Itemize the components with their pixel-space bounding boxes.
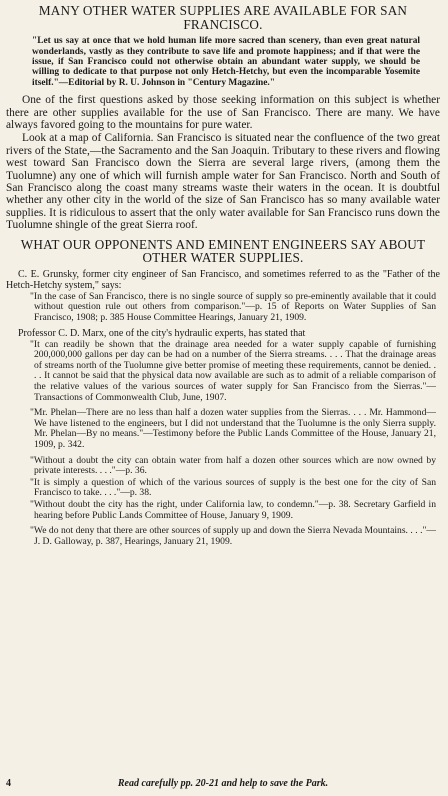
quote-simply-question: "It is simply a question of which of the various sources of supply is the best one for the city of San Francisco to take. . . ."—p. 38. [30, 476, 436, 499]
epigraph-quote: "Let us say at once that we hold human life more sacred than scenery, than even great natural wonderlands, vastly as they contribute to save life and promote happiness; and if that were the issue, if San Francisco could not otherwise obtain an abundant water supply, we should be willing to dedicate to that purpose not only Hetch-Hetchy, but even the incomparable Yosemite itself."—Editorial by R. U. Johnson in "Century Magazine." [32, 36, 420, 88]
quote-garfield: "Without doubt the city has the right, under California law, to condemn."—p. 38. Secretary Garfield in hearing before Public Lands Committee of House, January 9, 1909. [30, 498, 436, 521]
quote-without-doubt: "Without a doubt the city can obtain water from half a dozen other sources which are now owned by private interests. . . ."—p. 36. [30, 454, 436, 477]
heading-opponents-engineers: WHAT OUR OPPONENTS AND EMINENT ENGINEERS SAY ABOUT OTHER WATER SUPPLIES. [20, 236, 426, 266]
page-footer [6, 778, 440, 792]
paragraph-2: Look at a map of California. San Francisco is situated near the confluence of the two great rivers of the State,—the Sacramento and the San Joaquin. Tributary to these rivers and flowing west toward San Francisco down the Sierra are several large rivers, (among them the Tuolumne) any one of which will furnish ample water for San Francisco. North and South of San Francisco along the coast many streams waste their waters in the ocean. It is doubtful whether any other city in the world of the size of San Francisco has so many available water supplies. It is ridiculous to assert that the only water available for San Francisco runs down the Tuolumne shingle of the great Sierra roof. [6, 132, 440, 232]
quote-phelan: "Mr. Phelan—There are no less than half a dozen water supplies from the Sierras. . . . Mr. Hammond—We have listened to the engineers, but I did not understand that the Tuolumne is the only Sierra supply. Mr. Phelan—By no means."—Testimony before the Public Lands Committee of the House, January 21, 1909, p. 342. [30, 407, 436, 450]
paragraph-1: One of the first questions asked by those seeking information on this subject is whether there are other supplies available for the use of San Francisco. There are many. We have always favored going to the mountains for pure water. [6, 94, 440, 132]
heading-available-supplies: MANY OTHER WATER SUPPLIES ARE AVAILABLE FOR SAN FRANCISCO. [38, 3, 408, 32]
intro-grunsky: C. E. Grunsky, former city engineer of San Francisco, and sometimes referred to as the "Father of the Hetch-Hetchy system," says: [6, 268, 440, 291]
quote-galloway: "We do not deny that there are other sources of supply up and down the Sierra Nevada Mountains. . . ."—J. D. Galloway, p. 387, Hearings, January 21, 1909. [30, 525, 436, 547]
intro-marx: Professor C. D. Marx, one of the city's hydraulic experts, has stated that [18, 327, 306, 339]
quote-marx: "It can readily be shown that the drainage area needed for a water supply capable of furnishing 200,000,000 gallons per day can be had on a number of the Sierra streams. . . . That the drainage areas of streams north of the Tuolumne give better promise of meeting these requirements, cannot be denied. . . . It cannot be said that the physical data now available are such as to admit of a reliable comparison of the relative values of the various sources of water supply for San Francisco from the Sierras."—Transactions of Commonwealth Club, June, 1907. [30, 338, 436, 403]
body-text [6, 94, 440, 231]
footer-note: Read carefully pp. 20-21 and help to save the Park. [117, 778, 329, 789]
page-number: 4 [6, 778, 11, 789]
quote-grunsky: "In the case of San Francisco, there is no single source of supply so pre-eminently available that it could without question rule out others from comparison."—p. 15 of Reports on Water Supplies of San Francisco, 1908; p. 385 House Committee Hearings, January 21, 1909. [30, 290, 436, 324]
